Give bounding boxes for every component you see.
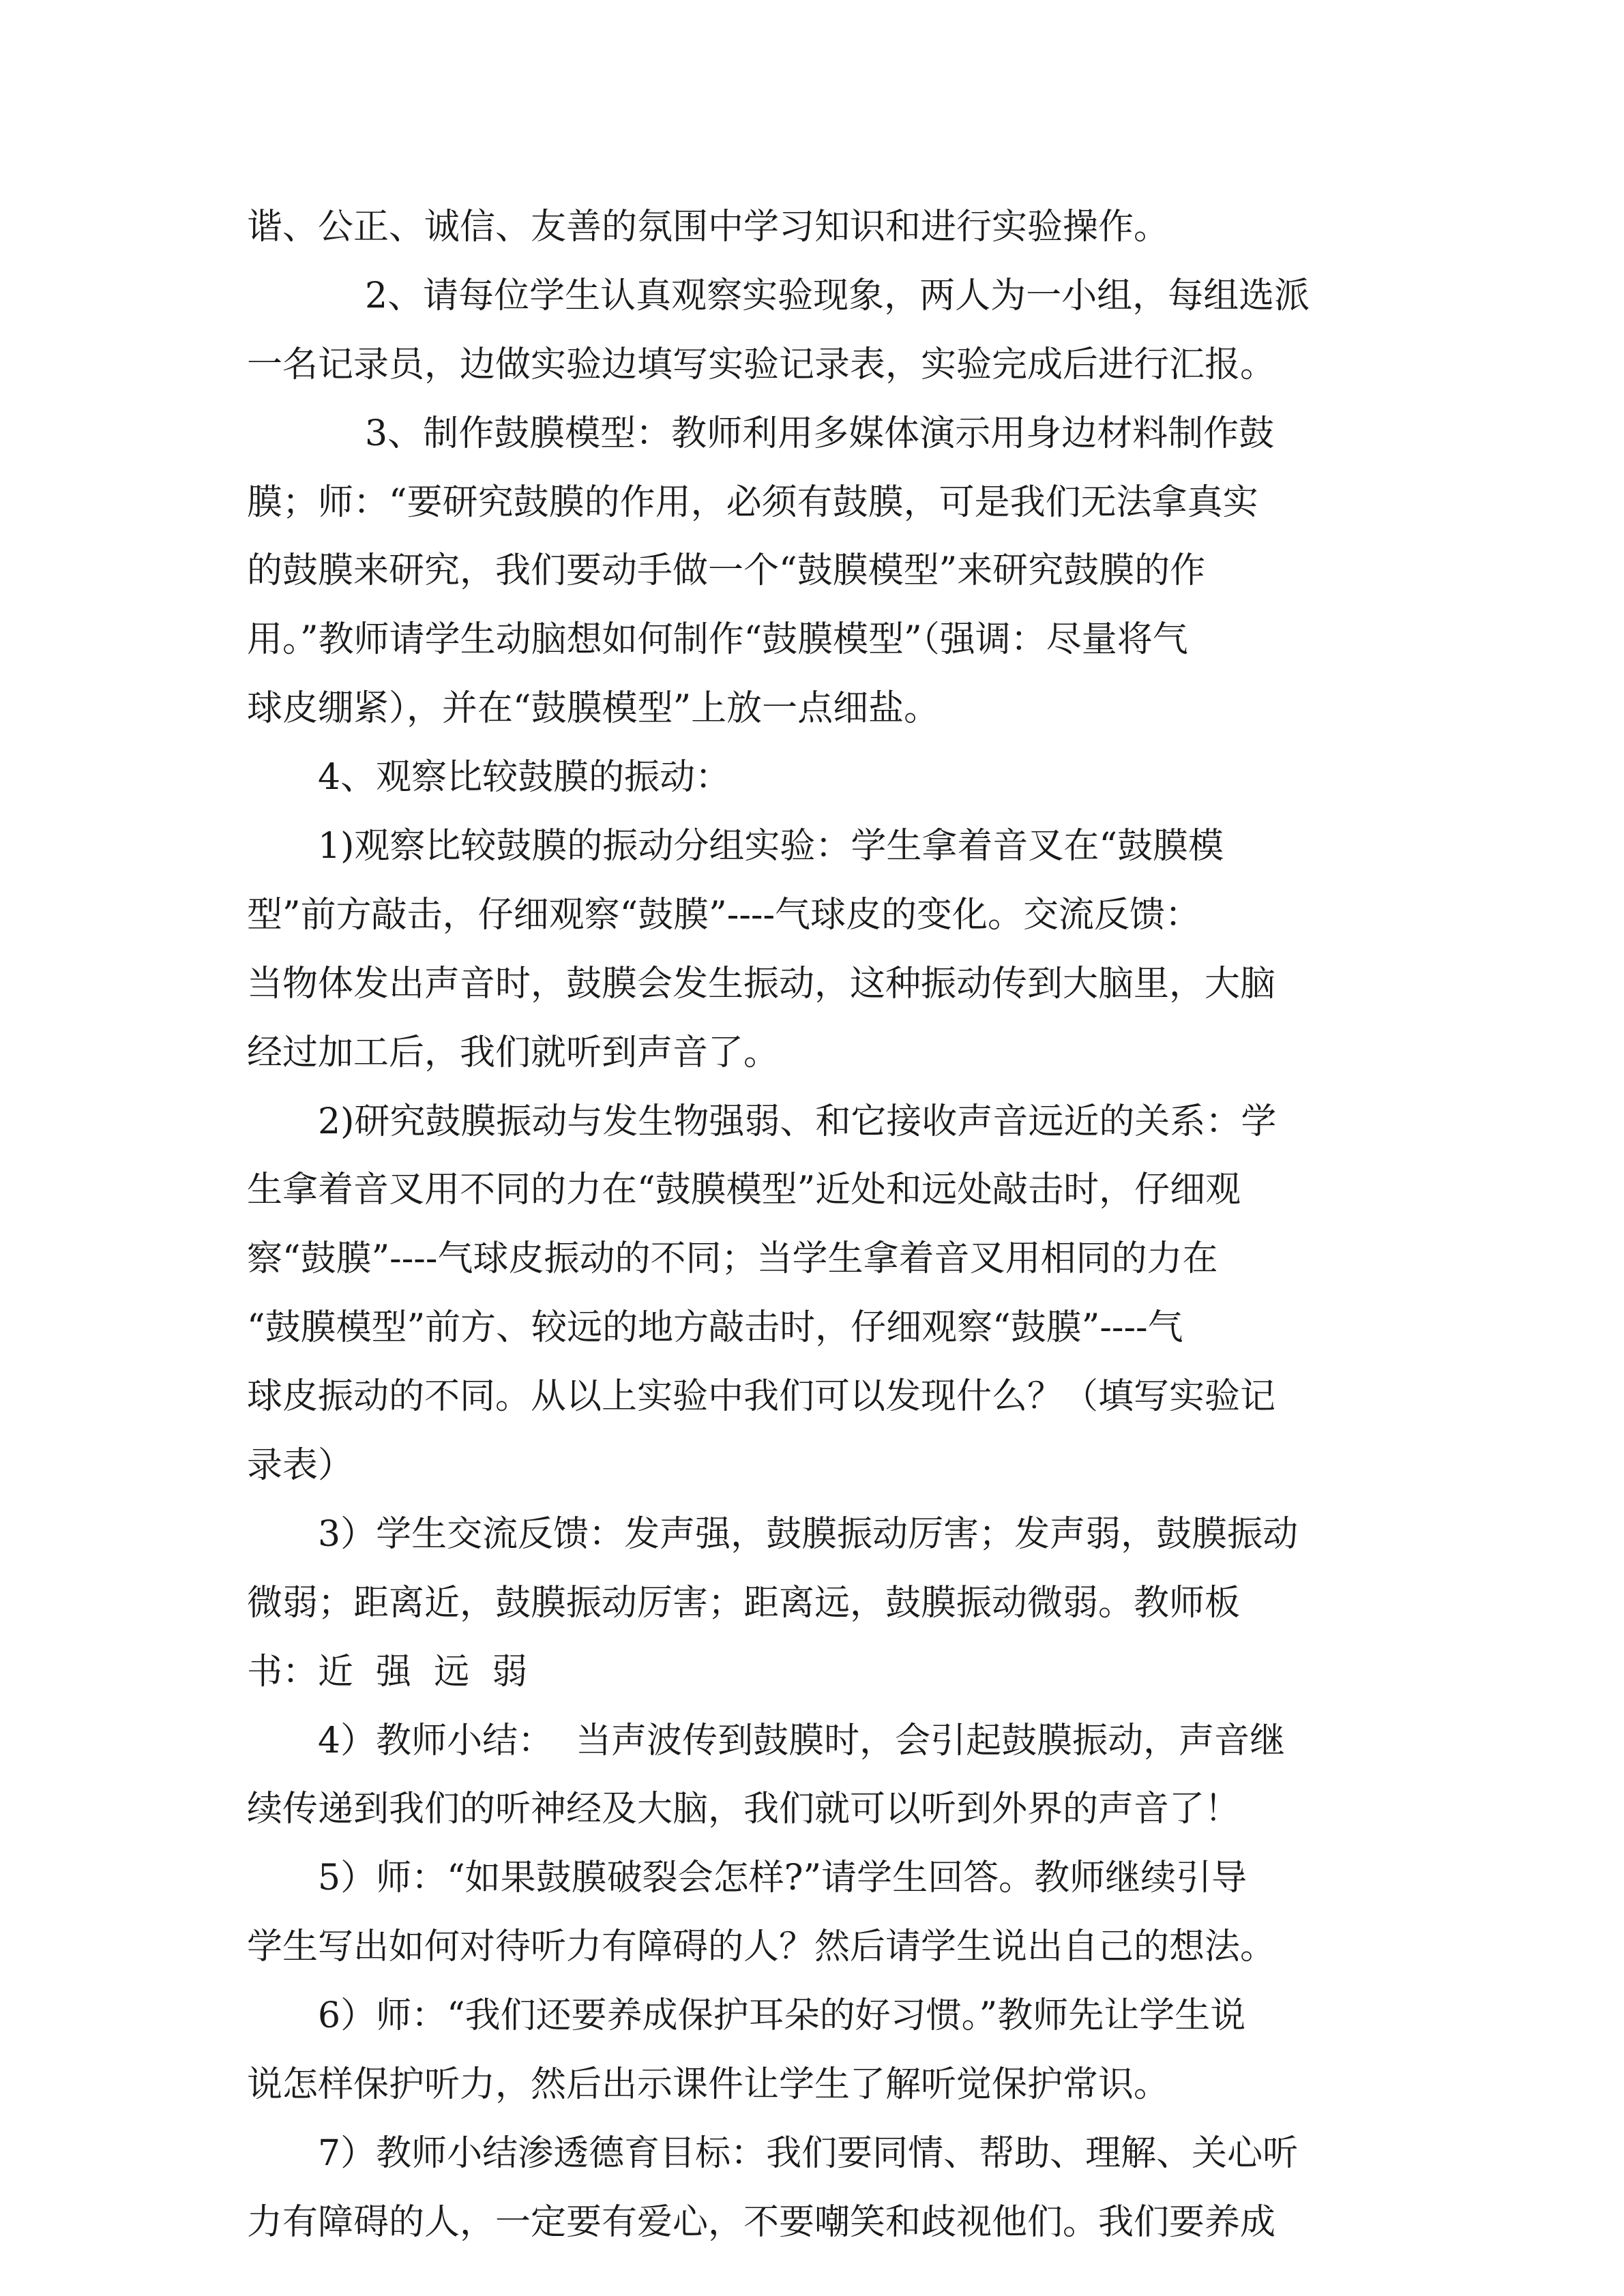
text-line: 1)观察比较鼓膜的振动分组实验：学生拿着音叉在“鼓膜模: [318, 826, 1224, 867]
text-line: 2、请每位学生认真观察实验现象，两人为一小组，每组选派: [365, 275, 1310, 316]
text-line: 学生写出如何对待听力有障碍的人？然后请学生说出自己的想法。: [247, 1926, 1276, 1967]
text-line: 5）师：“如果鼓膜破裂会怎样?”请学生回答。教师继续引导: [318, 1858, 1247, 1898]
text-line: 续传递到我们的听神经及大脑，我们就可以听到外界的声音了！: [247, 1789, 1241, 1830]
text-line: 4）教师小结： 当声波传到鼓膜时，会引起鼓膜振动，声音继: [318, 1720, 1286, 1761]
text-line: “鼓膜模型”前方、较远的地方敲击时，仔细观察“鼓膜”----气: [247, 1307, 1183, 1348]
text-line: 谐、公正、诚信、友善的氛围中学习知识和进行实验操作。: [247, 207, 1170, 248]
text-line: 微弱；距离近，鼓膜振动厉害；距离远，鼓膜振动微弱。教师板: [247, 1583, 1241, 1624]
text-line: 的鼓膜来研究，我们要动手做一个“鼓膜模型”来研究鼓膜的作: [247, 550, 1206, 591]
text-line: 球皮振动的不同。从以上实验中我们可以发现什么？（填写实验记: [247, 1376, 1276, 1417]
text-line: 书：近 强 远 弱: [247, 1652, 528, 1693]
text-line: 生拿着音叉用不同的力在“鼓膜模型”近处和远处敲击时，仔细观: [247, 1169, 1241, 1210]
text-line: 球皮绷紧），并在“鼓膜模型”上放一点细盐。: [247, 688, 940, 729]
text-line: 7）教师小结渗透德育目标：我们要同情、帮助、理解、关心听: [318, 2133, 1299, 2174]
text-line: 录表）: [247, 1445, 354, 1486]
text-line: 一名记录员，边做实验边填写实验记录表，实验完成后进行汇报。: [247, 344, 1276, 385]
text-line: 当物体发出声音时，鼓膜会发生振动，这种振动传到大脑里，大脑: [247, 964, 1276, 1004]
text-line: 6）师：“我们还要养成保护耳朵的好习惯。”教师先让学生说: [318, 1995, 1246, 2036]
text-line: 3）学生交流反馈：发声强，鼓膜振动厉害；发声弱，鼓膜振动: [318, 1514, 1299, 1555]
text-line: 2)研究鼓膜振动与发生物强弱、和它接收声音远近的关系：学: [318, 1101, 1277, 1142]
text-line: 型”前方敲击，仔细观察“鼓膜”----气球皮的变化。交流反馈：: [247, 895, 1201, 936]
text-line: 膜；师：“要研究鼓膜的作用，必须有鼓膜，可是我们无法拿真实: [247, 482, 1258, 523]
text-line: 3、制作鼓膜模型：教师利用多媒体演示用身边材料制作鼓: [365, 413, 1275, 454]
text-line: 力有障碍的人，一定要有爱心，不要嘲笑和歧视他们。我们要养成: [247, 2202, 1276, 2243]
text-line: 察“鼓膜”----气球皮振动的不同；当学生拿着音叉用相同的力在: [247, 1238, 1218, 1279]
text-line: 4、观察比较鼓膜的振动：: [318, 757, 731, 798]
text-line: 经过加工后，我们就听到声音了。: [247, 1032, 780, 1073]
text-line: 用。”教师请学生动脑想如何制作“鼓膜模型”（强调：尽量将气: [247, 619, 1188, 660]
text-line: 说怎样保护听力，然后出示课件让学生了解听觉保护常识。: [247, 2064, 1170, 2105]
